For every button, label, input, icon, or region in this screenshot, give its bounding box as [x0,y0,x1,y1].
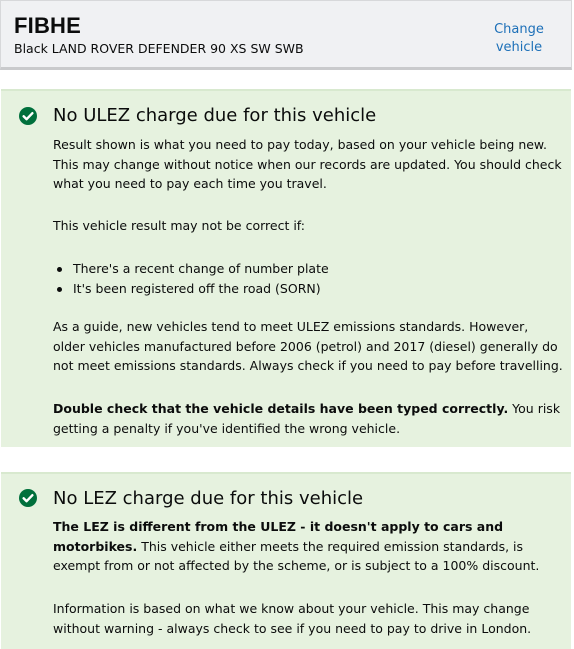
lez-result-panel [1,472,571,649]
ulez-result-panel [1,89,571,447]
ulez-double-check-text [53,399,563,438]
ulez-result-explanation: Result shown is what you need to pay today, based on your vehicle being new. This may change without notice when our records are updated. You should check what you need to pay each time you travel. [53,137,562,191]
vehicle-registration: FIBHE [14,13,81,38]
ulez-double-check-emphasis: Double check that the vehicle details have been typed correctly. [53,401,509,416]
ulez-caveat-list [53,259,553,298]
ulez-double-check-rest: You risk getting a penalty if you've identified the wrong vehicle. [53,401,561,436]
ulez-result-title: No ULEZ charge due for this vehicle [53,105,377,126]
change-vehicle-link[interactable] [489,21,549,57]
check-circle-icon [19,489,37,507]
lez-result-explanation [53,517,563,576]
list-item: There's a recent change of number plate [53,259,553,279]
change-vehicle-link-line2[interactable]: vehicle [495,40,543,55]
vehicle-description: Black LAND ROVER DEFENDER 90 XS SW SWB [14,41,304,56]
list-item: It's been registered off the road (SORN) [53,279,553,299]
lez-information-note: Information is based on what we know about your vehicle. This may change without warning - always check to see if you need to pay to drive in London. [53,601,532,636]
ulez-caveat-intro: This vehicle result may not be correct if: [53,218,305,233]
check-circle-icon [19,107,37,125]
lez-result-title: No LEZ charge due for this vehicle [53,488,364,509]
ulez-guidance-text: As a guide, new vehicles tend to meet ULEZ emissions standards. However, older vehicles manufactured before 2006 (petrol) and 2017 (diesel) generally do not meet emissions standards. Always check if you need to pay before travelling. [53,319,563,373]
vehicle-summary-header [0,0,572,70]
lez-difference-emphasis: The LEZ is different from the ULEZ - it doesn't apply to cars and motorbikes. [53,519,504,554]
lez-difference-rest: This vehicle either meets the required emission standards, is exempt from or not affected by the scheme, or is subject to a 100% discount. [53,538,540,573]
change-vehicle-link-line1[interactable]: Change [494,22,544,37]
